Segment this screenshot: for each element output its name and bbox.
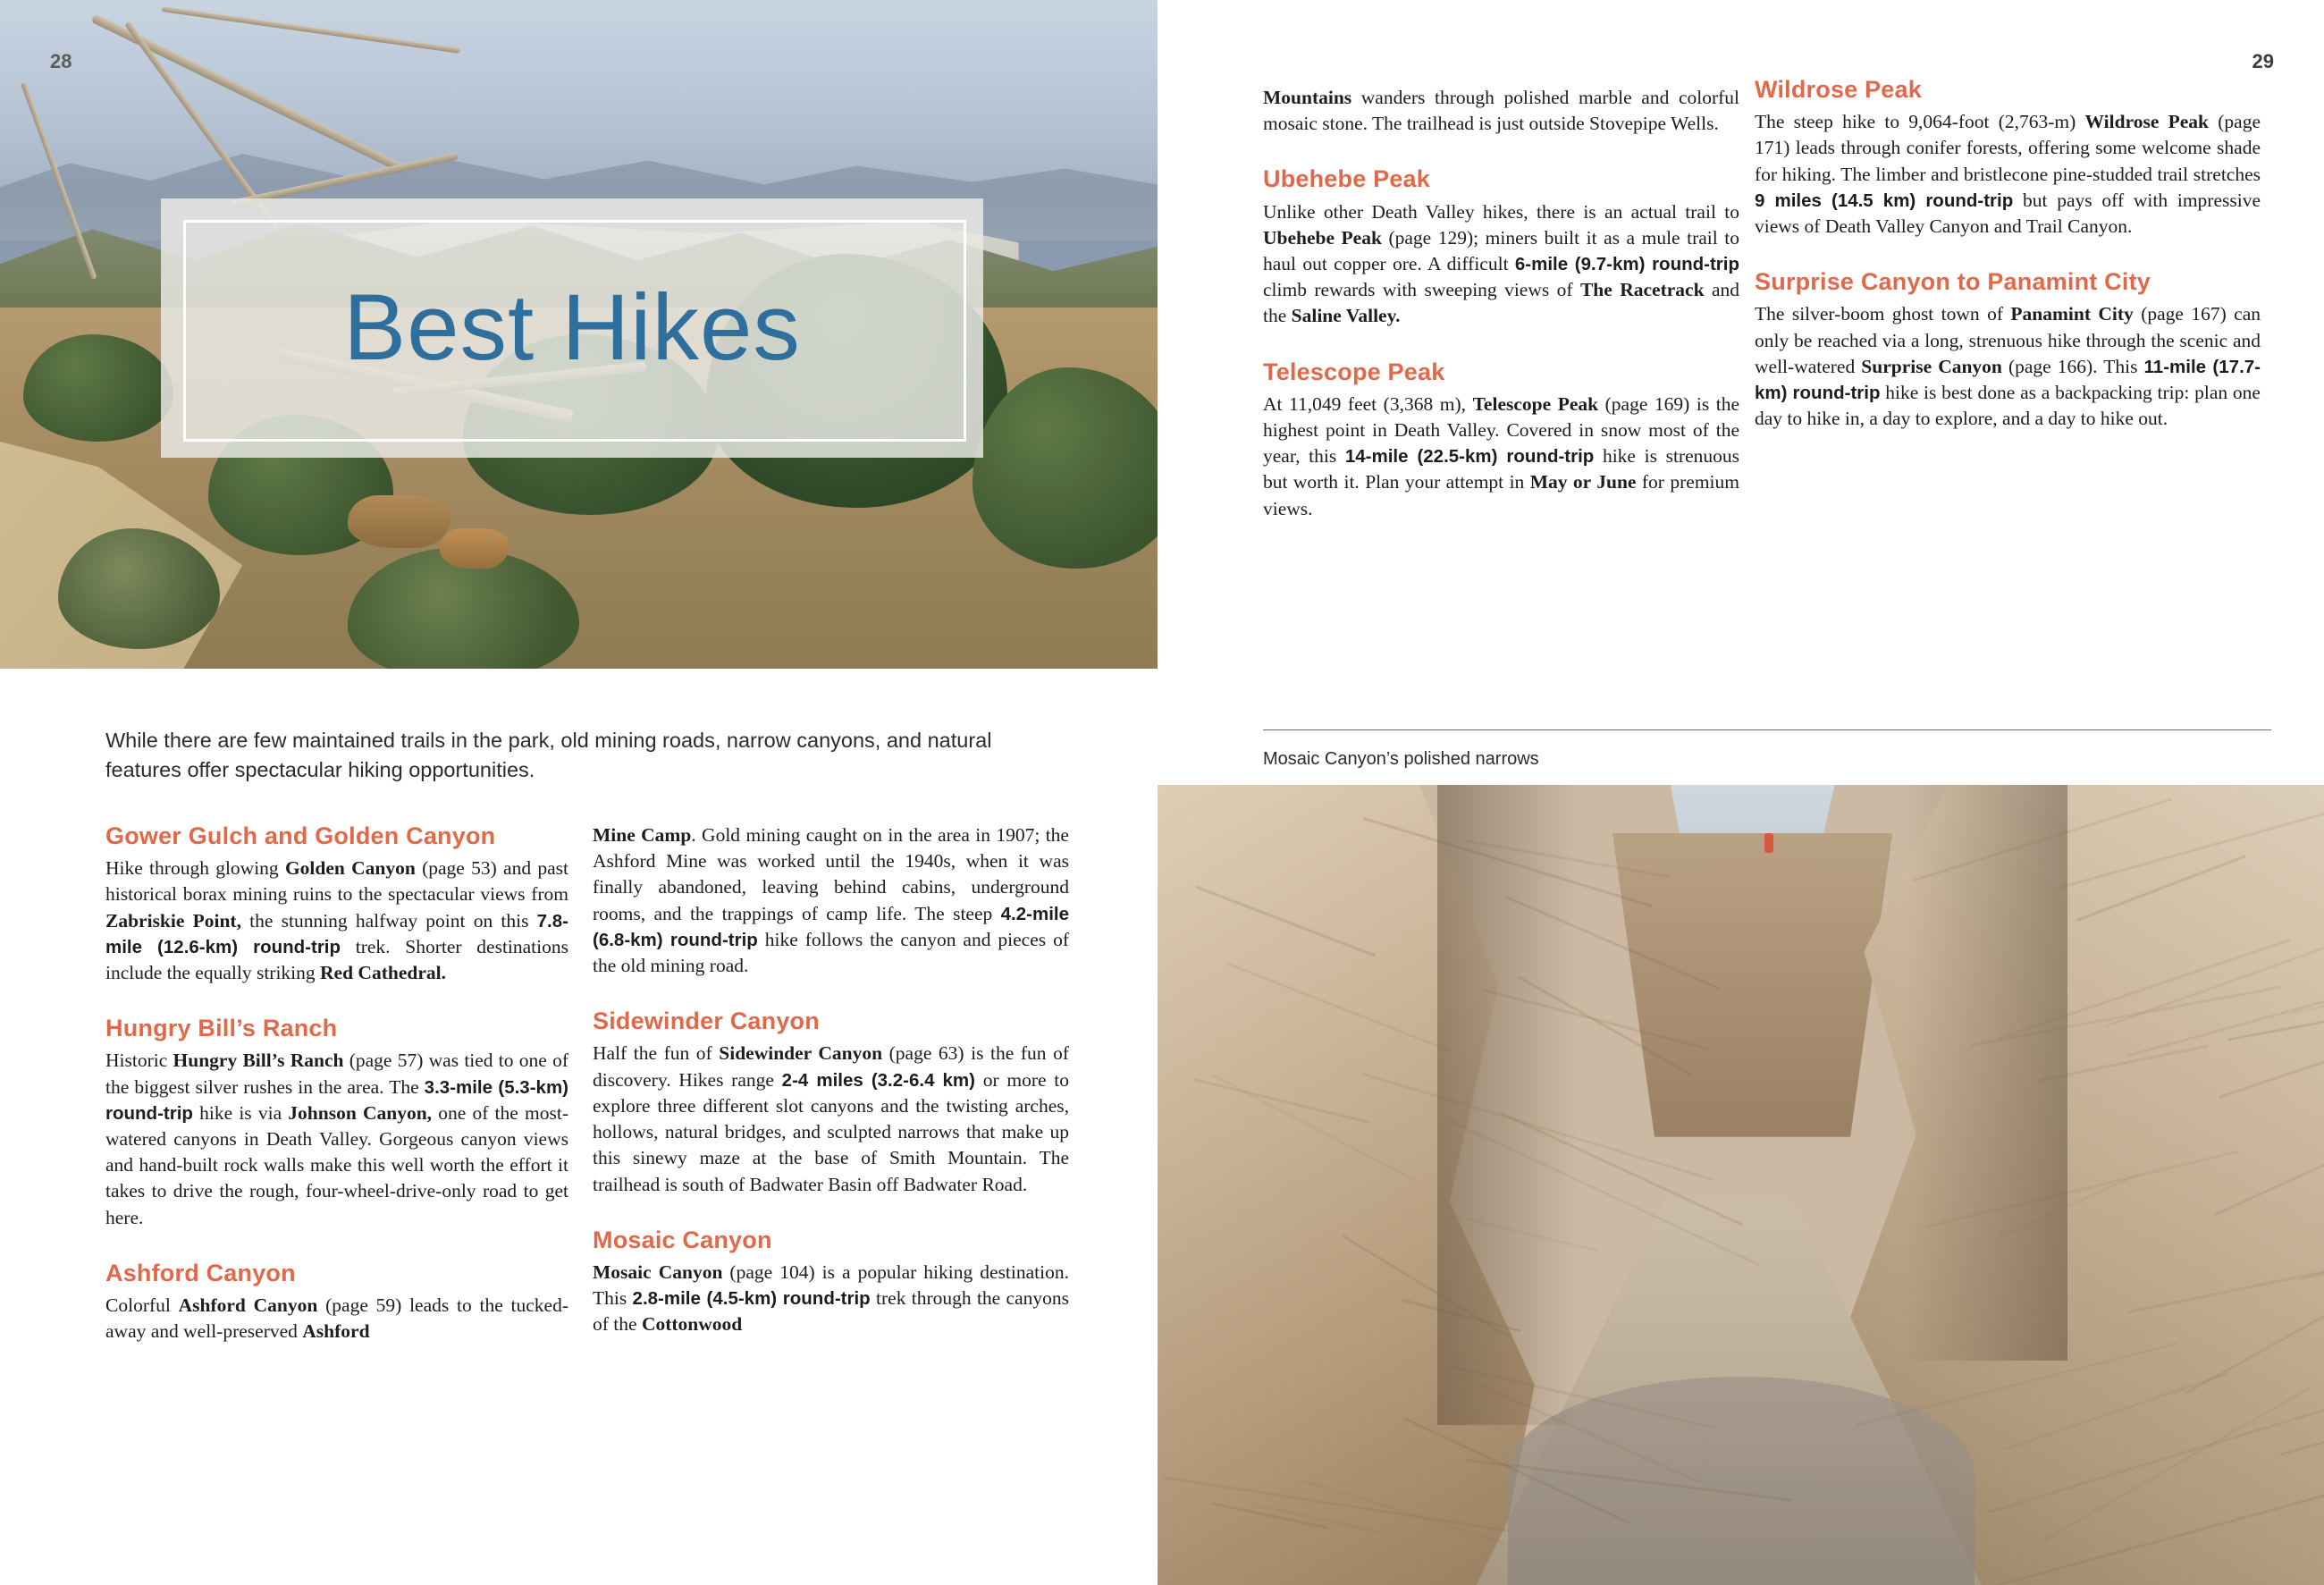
right-shadow xyxy=(1904,785,2067,1361)
section-heading: Surprise Canyon to Panamint City xyxy=(1755,268,2151,296)
section-heading: Sidewinder Canyon xyxy=(593,1007,820,1035)
section-heading: Ashford Canyon xyxy=(105,1259,296,1286)
polished-rock-bowl xyxy=(1508,1377,1975,1585)
section-heading: Hungry Bill’s Ranch xyxy=(105,1015,338,1042)
column-left xyxy=(105,822,568,1345)
section-heading: Ubehebe Peak xyxy=(1263,165,1430,193)
section-heading: Telescope Peak xyxy=(1263,358,1445,385)
section-heading: Mosaic Canyon xyxy=(593,1226,772,1253)
section-body: Hike through glowing Golden Canyon (page 53) and past historical borax mining ruins to the spectacular views from Zabriskie Point, the stunning halfway point on this 7.8-mile (12.6-km) round-trip trek. Shorter destinations include the equally striking Red Cathedral. xyxy=(105,857,568,983)
section-body: At 11,049 feet (3,368 m), Telescope Peak (page 169) is the highest point in Death Valley. Covered in snow most of the year, this 14-mile (22.5-km) round-trip hike is strenuous but worth it. Plan your attempt in May or June for premium views. xyxy=(1263,392,1740,519)
column-mid xyxy=(593,822,1069,1338)
caption-rule xyxy=(1263,729,2271,730)
section-body: The steep hike to 9,064-foot (2,763-m) Wildrose Peak (page 171) leads through conifer forests, offering some welcome shade for hiking. The limber and bristlecone pine-studded trail stretches 9 miles (14.5 km) round-trip but pays off with impressive views of Death Valley Canyon and Trail Canyon. xyxy=(1755,111,2261,237)
section-heading: Wildrose Peak xyxy=(1755,76,1922,103)
page-title: Best Hikes xyxy=(343,275,801,380)
rock xyxy=(348,495,452,549)
page-number-left: 28 xyxy=(50,50,72,72)
section-body: The silver-boom ghost town of Panamint City (page 167) can only be reached via a long, strenuous hike through the scenic and well-watered Surprise Canyon (page 166). This 11-mile (17.7-km) round-trip hike is best done as a backpacking trip: plan one day to hike in, a day to explore, and a day to hike out. xyxy=(1755,303,2261,430)
hiker-figure xyxy=(1764,833,1773,853)
section-body: Half the fun of Sidewinder Canyon (page 63) is the fun of discovery. Hikes range 2-4 miles (3.2-6.4 km) or more to explore three different slot canyons and the twisting arches, hollows, natural bridges, and sculpted narrows that make up this sinewy maze at the base of Smith Mountain. The trailhead is south of Badwater Basin off Badwater Road. xyxy=(593,1042,1069,1195)
section-body: Mountains wanders through polished marble and colorful mosaic stone. The trailhead is just outside Stovepipe Wells. xyxy=(1263,87,1739,135)
section-body: Unlike other Death Valley hikes, there is an actual trail to Ubehebe Peak (page 129); miners built it as a mule trail to haul out copper ore. A difficult 6-mile (9.7-km) round-trip climb rewards with sweeping views of The Racetrack and the Saline Valley. xyxy=(1263,200,1739,327)
section-body: Mine Camp. Gold mining caught on in the area in 1907; the Ashford Mine was worked until the 1940s, when it was finally abandoned, leaving behind cabins, underground rooms, and the trappings of camp life. The steep 4.2-mile (6.8-km) round-trip hike follows the canyon and pieces of the old mining road. xyxy=(593,824,1069,977)
intro-paragraph: While there are few maintained trails in the park, old mining roads, narrow canyons, and natural features offer spectacular hiking opportunities. xyxy=(105,729,992,782)
column-right-1 xyxy=(1263,85,1739,522)
section-body: Historic Hungry Bill’s Ranch (page 57) was tied to one of the biggest silver rushes in the area. The 3.3-mile (5.3-km) round-trip hike is via Johnson Canyon, one of the most-watered canyons in Death Valley. Gorgeous canyon views and hand-built rock walls make this well worth the effort it takes to drive the rough, four-wheel-drive-only road to get here. xyxy=(105,1050,568,1228)
photo-caption: Mosaic Canyon’s polished narrows xyxy=(1263,749,1539,769)
section-heading: Gower Gulch and Golden Canyon xyxy=(105,822,496,849)
section-body: Colorful Ashford Canyon (page 59) leads to the tucked-away and well-preserved Ashford xyxy=(105,1294,569,1343)
section-body: Mosaic Canyon (page 104) is a popular hiking destination. This 2.8-mile (4.5-km) round-trip trek through the canyons of the Cottonwood xyxy=(593,1260,1069,1336)
column-right-2 xyxy=(1755,76,2261,432)
page-number-right: 29 xyxy=(2252,50,2274,72)
canyon-photo xyxy=(1158,785,2324,1585)
rock xyxy=(440,528,509,569)
